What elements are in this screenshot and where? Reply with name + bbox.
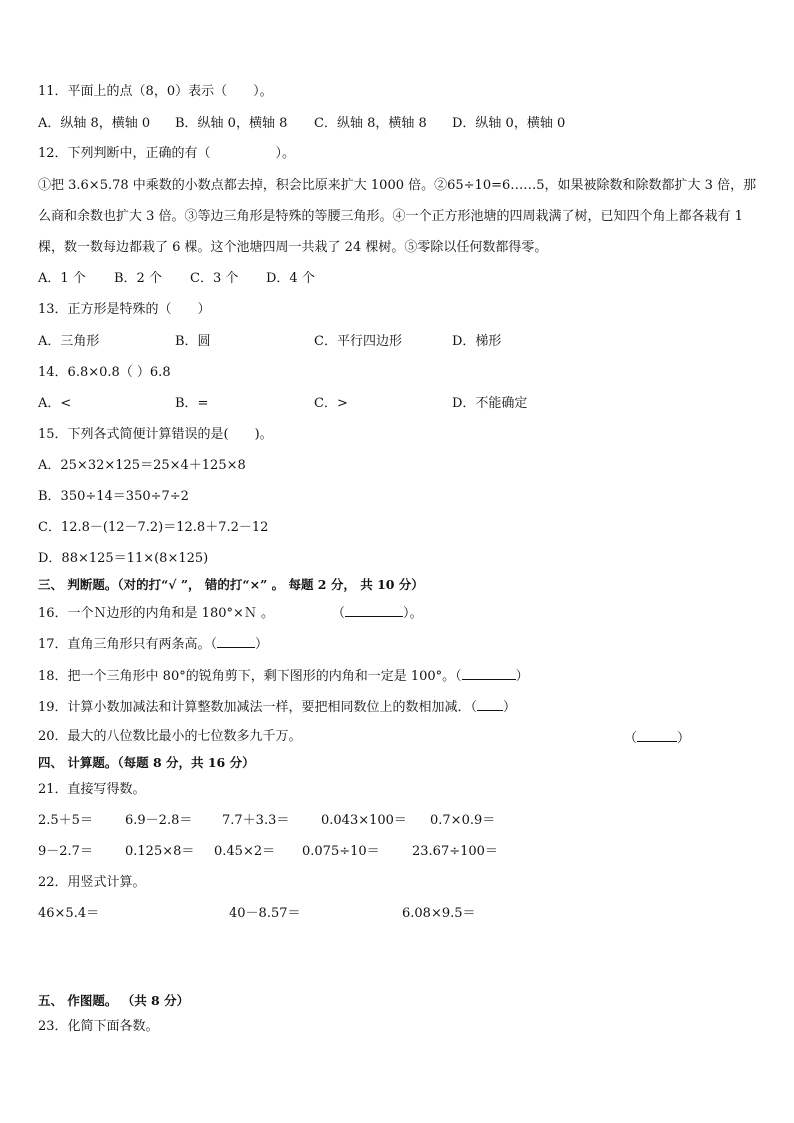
question-18-text: 18．把一个三角形中 80°的锐角剪下，剩下图形的内角和一定是 100°。（ xyxy=(38,669,462,684)
q17-end: ） xyxy=(255,637,269,652)
q16-end: 。 xyxy=(409,606,423,621)
q11-option-c: C．纵轴 8，横轴 8 xyxy=(314,116,427,131)
q21-item: 9－2.7＝ xyxy=(38,844,93,859)
question-12-stem: 12．下列判断中，正确的有（ ）。 xyxy=(38,146,296,161)
q14-option-d: D．不能确定 xyxy=(452,396,528,411)
q12-option-c: C．3 个 xyxy=(190,271,239,286)
section-3-title: 三、 判断题。（对的打“√ ”， 错的打“×” 。 每题 2 分， 共 10 分） xyxy=(38,577,424,592)
q13-option-b: B．圆 xyxy=(175,334,211,349)
question-19 xyxy=(38,698,516,716)
q13-option-c: C．平行四边形 xyxy=(314,334,402,349)
section-5-title: 五、 作图题。 （共 8 分） xyxy=(38,993,190,1008)
question-16: 16．一个Ｎ边形的内角和是 180°×Ｎ 。 （ ）。 xyxy=(38,606,423,621)
q15-option-a: A．25×32×125＝25×4＋125×8 xyxy=(38,458,246,473)
q15-option-c: C．12.8－(12－7.2)＝12.8＋7.2－12 xyxy=(38,520,269,535)
q11-option-d: D．纵轴 0，横轴 0 xyxy=(452,116,566,131)
q22-item: 46×5.4＝ xyxy=(38,906,100,921)
question-11-stem: 11．平面上的点（8，0）表示（ ）。 xyxy=(38,84,273,99)
q13-option-a: A．三角形 xyxy=(38,334,100,349)
q20-answer-blank[interactable] xyxy=(637,729,677,742)
q16-answer-blank[interactable] xyxy=(345,604,403,617)
q11-option-a: A．纵轴 8，横轴 0 xyxy=(38,116,151,131)
question-12-body: ①把 3.6×5.78 中乘数的小数点都去掉，积会比原来扩大 1000 倍。②65÷10=6……5，如果被除数和除数都扩大 3 倍，那么商和余数也扩大 3 倍。③等边三角形是特殊的等腰三角形。④一个正方形池塘的四周栽满了树，已知四个角上都各栽有 1 棵，数一数每边都栽了 6 棵。这个池塘四周一共栽了 24 棵树。⑤零除以任何数都得零。 xyxy=(38,178,757,255)
q14-option-a: A．< xyxy=(38,396,72,411)
question-19-text: 19．计算小数加减法和计算整数加减法一样，要把相同数位上的数相加减．（ xyxy=(38,700,478,715)
q21-item: 0.043×100＝ xyxy=(321,813,407,828)
question-16-text: 16．一个Ｎ边形的内角和是 180°×Ｎ 。 xyxy=(38,606,275,621)
q14-option-c: C．> xyxy=(314,396,348,411)
q12-option-d: D．4 个 xyxy=(266,271,315,286)
q15-option-d: D．88×125＝11×(8×125) xyxy=(38,551,209,566)
q11-option-b: B．纵轴 0，横轴 8 xyxy=(175,116,288,131)
question-21-stem: 21．直接写得数。 xyxy=(38,782,146,797)
question-22-stem: 22．用竖式计算。 xyxy=(38,875,146,890)
q15-option-b: B．350÷14＝350÷7÷2 xyxy=(38,489,189,504)
q12-option-a: A．1 个 xyxy=(38,271,86,286)
q19-end: ） xyxy=(503,700,517,715)
question-15-stem: 15．下列各式简便计算错误的是( )。 xyxy=(38,427,273,442)
question-14-stem: 14．6.8×0.8（ ）6.8 xyxy=(38,365,171,380)
q21-item: 0.125×8＝ xyxy=(125,844,195,859)
question-17-text: 17．直角三角形只有两条高。（ xyxy=(38,637,218,652)
q21-item: 0.7×0.9＝ xyxy=(430,813,496,828)
q21-item: 2.5＋5＝ xyxy=(38,813,93,828)
q18-answer-blank[interactable] xyxy=(462,667,516,680)
q21-item: 7.7＋3.3＝ xyxy=(222,813,290,828)
q22-item: 6.08×9.5＝ xyxy=(402,906,476,921)
q21-item: 23.67÷100＝ xyxy=(412,844,498,859)
q13-option-d: D．梯形 xyxy=(452,334,502,349)
q18-end: ） xyxy=(515,669,529,684)
q21-item: 6.9－2.8＝ xyxy=(125,813,193,828)
question-23-stem: 23．化简下面各数。 xyxy=(38,1019,159,1034)
question-13-stem: 13．正方形是特殊的（ ） xyxy=(38,302,211,317)
section-4-title: 四、 计算题。（每题 8 分，共 16 分） xyxy=(38,755,255,770)
question-20-text: 20．最大的八位数比最小的七位数多九千万。 xyxy=(38,729,302,744)
q12-option-b: B．2 个 xyxy=(114,271,162,286)
question-20-answer: （ ） xyxy=(624,731,691,746)
q19-answer-blank[interactable] xyxy=(477,698,503,711)
q21-item: 0.45×2＝ xyxy=(214,844,276,859)
q17-answer-blank[interactable] xyxy=(217,635,255,648)
q21-item: 0.075÷10＝ xyxy=(302,844,380,859)
q14-option-b: B．= xyxy=(175,396,209,411)
question-17 xyxy=(38,635,268,653)
question-18 xyxy=(38,667,529,685)
q22-item: 40－8.57＝ xyxy=(229,906,301,921)
